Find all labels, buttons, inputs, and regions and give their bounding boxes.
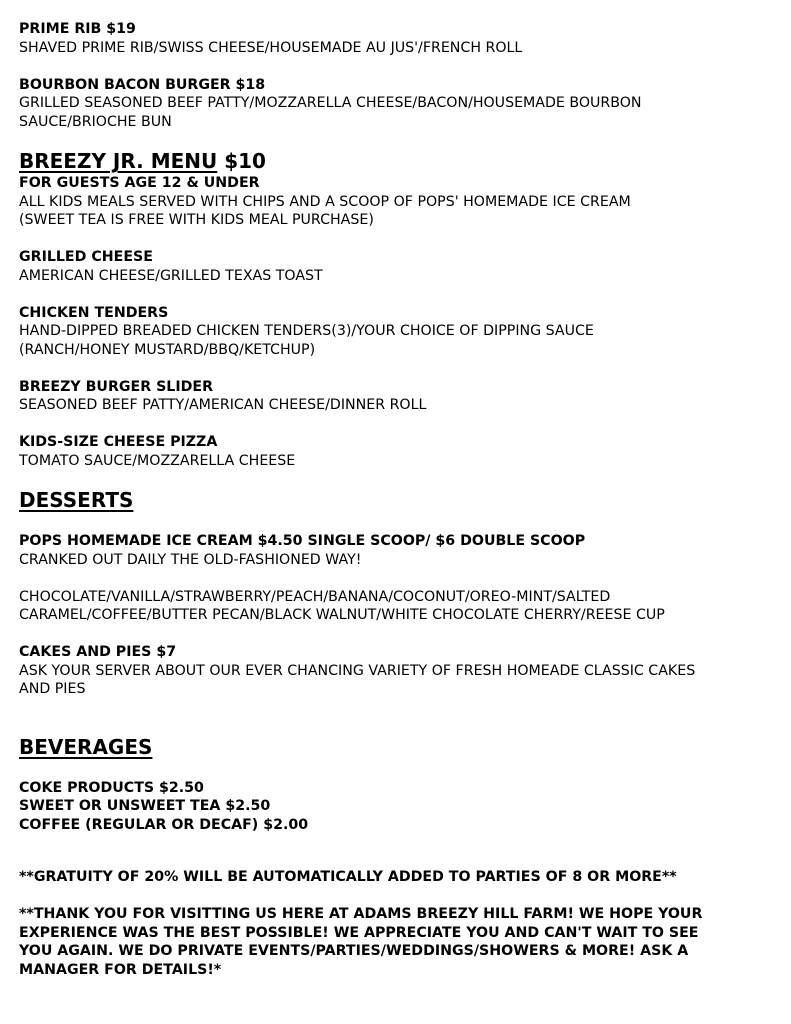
menu-item-prime-rib: [19, 20, 779, 57]
item-name: BOURBON BACON BURGER $18: [19, 76, 266, 93]
flavor-list: CARAMEL/COFFEE/BUTTER PECAN/BLACK WALNUT/WHITE CHOCOLATE CHERRY/REESE CUP: [19, 607, 665, 623]
thank-you-note: [19, 905, 779, 979]
beverage-item: COFFEE (REGULAR OR DECAF) $2.00: [19, 816, 309, 833]
item-description: CRANKED OUT DAILY THE OLD-FASHIONED WAY!: [19, 551, 362, 568]
item-name: CHICKEN TENDERS: [19, 304, 169, 321]
desserts-heading-text: DESSERTS: [19, 488, 134, 512]
beverage-item: COKE PRODUCTS $2.50: [19, 779, 204, 796]
gratuity-note: **GRATUITY OF 20% WILL BE AUTOMATICALLY ADDED TO PARTIES OF 8 OR MORE**: [19, 869, 677, 885]
menu-item-cakes-pies: [19, 643, 779, 699]
item-name: KIDS-SIZE CHEESE PIZZA: [19, 434, 218, 450]
item-name: CAKES AND PIES $7: [19, 644, 177, 660]
menu-item-ice-cream: [19, 532, 779, 625]
item-description: SAUCE/BRIOCHE BUN: [19, 113, 172, 130]
menu-item-bourbon-bacon-burger: [19, 76, 779, 132]
beverages-heading-text: BEVERAGES: [19, 734, 153, 759]
item-name: PRIME RIB $19: [19, 21, 136, 37]
item-name: GRILLED CHEESE: [19, 249, 153, 265]
jr-note: (SWEET TEA IS FREE WITH KIDS MEAL PURCHASE): [19, 212, 374, 228]
thank-you-line: EXPERIENCE WAS THE BEST POSSIBLE! WE APPRECIATE YOU AND CAN'T WAIT TO SEE: [19, 924, 699, 941]
menu-page: [19, 20, 779, 979]
item-description: TOMATO SAUCE/MOZZARELLA CHEESE: [19, 452, 296, 469]
thank-you-line: YOU AGAIN. WE DO PRIVATE EVENTS/PARTIES/WEDDINGS/SHOWERS & MORE! ASK A: [19, 943, 689, 959]
jr-heading-text: BREEZY JR. MENU: [19, 149, 218, 173]
section-heading-beverages: [19, 734, 779, 760]
jr-subheading: FOR GUESTS AGE 12 & UNDER: [19, 175, 260, 191]
item-description: HAND-DIPPED BREADED CHICKEN TENDERS(3)/YOUR CHOICE OF DIPPING SAUCE: [19, 323, 594, 339]
item-description: SHAVED PRIME RIB/SWISS CHEESE/HOUSEMADE AU JUS'/FRENCH ROLL: [19, 39, 523, 56]
item-name: BREEZY BURGER SLIDER: [19, 378, 214, 395]
item-description: AND PIES: [19, 681, 86, 697]
jr-note: ALL KIDS MEALS SERVED WITH CHIPS AND A SCOOP OF POPS' HOMEMADE ICE CREAM: [19, 193, 631, 210]
menu-item-chicken-tenders: [19, 304, 779, 360]
item-description: ASK YOUR SERVER ABOUT OUR EVER CHANCING VARIETY OF FRESH HOMEADE CLASSIC CAKES: [19, 662, 696, 679]
thank-you-line: MANAGER FOR DETAILS!*: [19, 961, 222, 978]
menu-item-grilled-cheese: [19, 248, 779, 285]
item-description: AMERICAN CHEESE/GRILLED TEXAS TOAST: [19, 267, 323, 284]
section-heading-desserts: [19, 487, 779, 513]
section-heading-jr-menu: [19, 148, 779, 174]
flavor-list: CHOCOLATE/VANILLA/STRAWBERRY/PEACH/BANANA/COCONUT/OREO-MINT/SALTED: [19, 588, 611, 605]
beverage-list: [19, 779, 779, 835]
menu-item-kids-pizza: [19, 433, 779, 470]
item-description: SEASONED BEEF PATTY/AMERICAN CHEESE/DINNER ROLL: [19, 397, 427, 413]
beverage-item: SWEET OR UNSWEET TEA $2.50: [19, 798, 271, 814]
jr-heading-price: $10: [217, 149, 266, 173]
item-description: GRILLED SEASONED BEEF PATTY/MOZZARELLA CHEESE/BACON/HOUSEMADE BOURBON: [19, 95, 642, 111]
item-name: POPS HOMEMADE ICE CREAM $4.50 SINGLE SCOOP/ $6 DOUBLE SCOOP: [19, 533, 586, 549]
menu-item-burger-slider: [19, 378, 779, 415]
thank-you-line: **THANK YOU FOR VISITTING US HERE AT ADAMS BREEZY HILL FARM! WE HOPE YOUR: [19, 906, 703, 922]
item-description: (RANCH/HONEY MUSTARD/BBQ/KETCHUP): [19, 341, 316, 358]
